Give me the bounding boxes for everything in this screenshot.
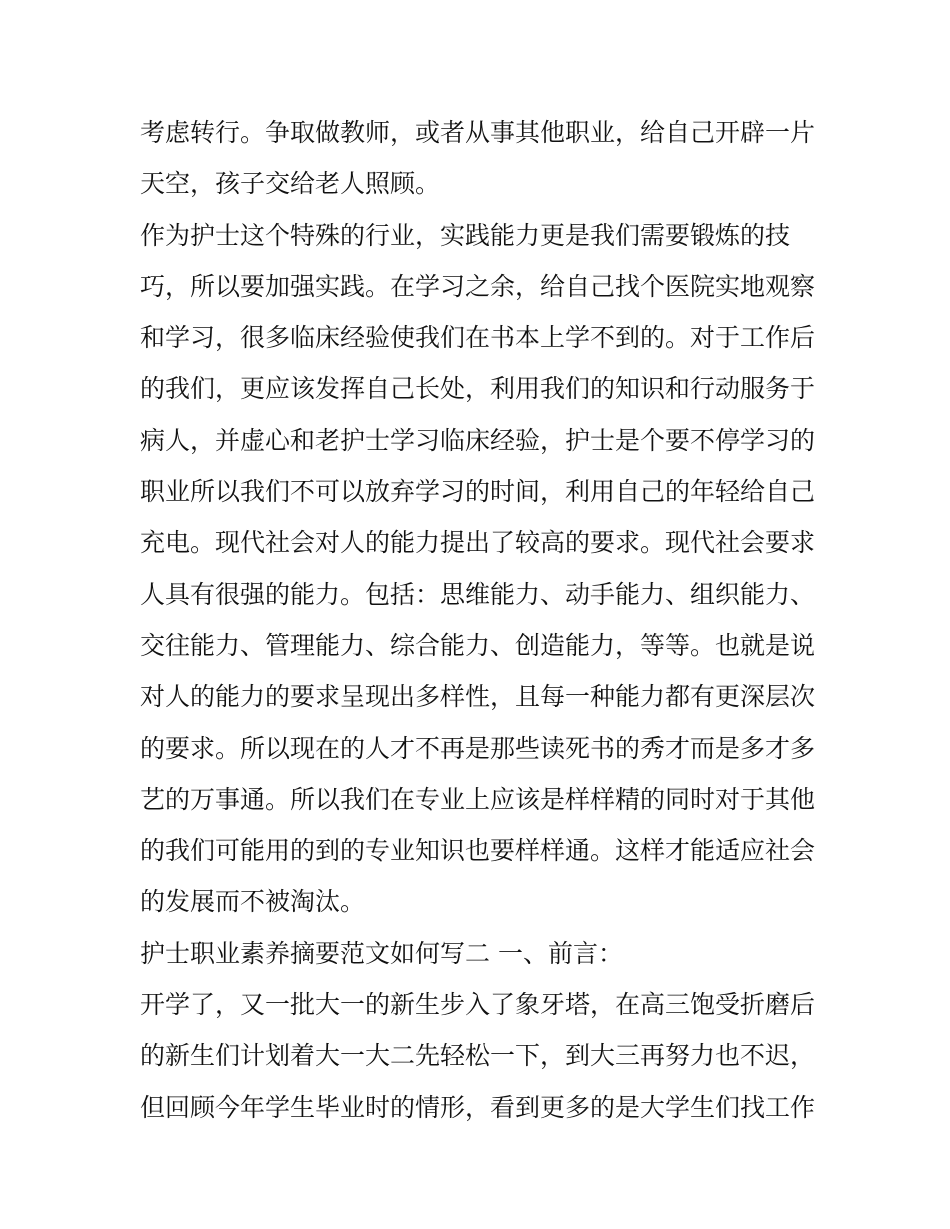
text-line-13: 的要求。所以现在的人才不再是那些读死书的秀才而是多才多	[140, 733, 816, 763]
text-line-2: 天空，孩子交给老人照顾。	[140, 169, 441, 199]
text-line-8: 职业所以我们不可以放弃学习的时间，利用自己的年轻给自己	[140, 477, 816, 507]
section-heading: 护士职业素养摘要范文如何写二 一、前言：	[140, 938, 623, 968]
text-line-15: 的我们可能用的到的专业知识也要样样通。这样才能适应社会	[140, 836, 816, 866]
text-line-11: 交往能力、管理能力、综合能力、创造能力，等等。也就是说	[140, 630, 816, 660]
text-line-7: 病人，并虚心和老护士学习临床经验，护士是个要不停学习的	[140, 425, 816, 455]
text-line-19: 的新生们计划着大一大二先轻松一下，到大三再努力也不迟，	[140, 1041, 816, 1071]
text-line-4: 巧，所以要加强实践。在学习之余，给自己找个医院实地观察	[140, 271, 816, 301]
text-line-6: 的我们，更应该发挥自己长处，利用我们的知识和行动服务于	[140, 374, 816, 404]
text-line-18: 开学了，又一批大一的新生步入了象牙塔，在高三饱受折磨后	[140, 990, 816, 1020]
text-line-1: 考虑转行。争取做教师，或者从事其他职业，给自己开辟一片	[140, 118, 816, 147]
text-line-10: 人具有很强的能力。包括：思维能力、动手能力、组织能力、	[140, 579, 816, 609]
text-line-14: 艺的万事通。所以我们在专业上应该是样样精的同时对于其他	[140, 784, 816, 814]
body-text	[140, 107, 820, 1133]
text-line-9: 充电。现代社会对人的能力提出了较高的要求。现代社会要求	[140, 528, 816, 558]
text-line-3: 作为护士这个特殊的行业，实践能力更是我们需要锻炼的技	[140, 220, 791, 250]
text-line-20: 但回顾今年学生毕业时的情形，看到更多的是大学生们找工作	[140, 1092, 816, 1122]
text-line-12: 对人的能力的要求呈现出多样性，且每一种能力都有更深层次	[140, 682, 816, 712]
text-line-16: 的发展而不被淘汰。	[140, 887, 366, 917]
text-line-5: 和学习，很多临床经验使我们在书本上学不到的。对于工作后	[140, 323, 816, 353]
